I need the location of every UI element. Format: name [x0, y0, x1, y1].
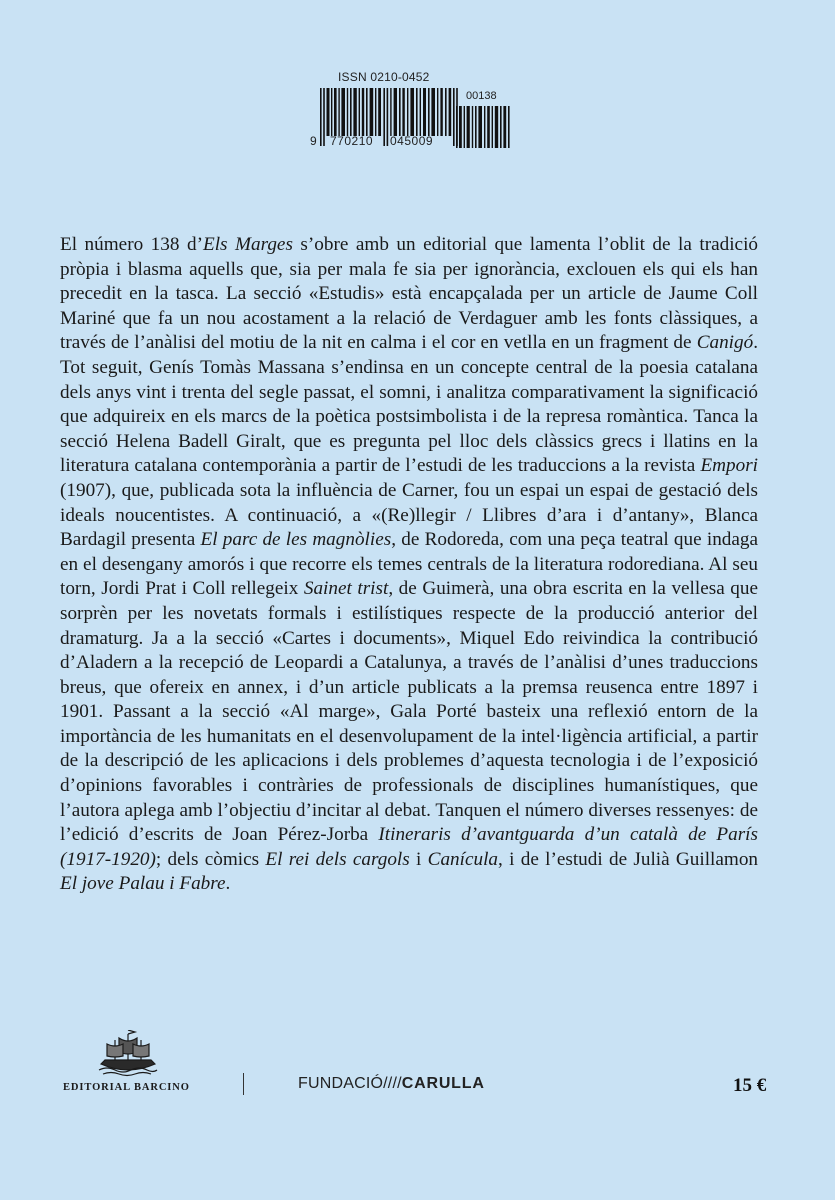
foundation-prefix: FUNDACIÓ//// [298, 1075, 402, 1092]
work-title: Sainet trist [303, 578, 389, 600]
foundation-name: CARULLA [401, 1075, 485, 1092]
barcode-block [308, 70, 528, 160]
addon-barcode [456, 106, 512, 148]
work-title: El parc de les magnòlies [200, 529, 392, 551]
description-text: . Tot seguit, Genís Tomàs Massana s’endinsa en un concepte central de la poesia catalana dels anys vint i trenta del segle passat, el somni, i analitza comparativament la significació que adquireix en els marcs de la poètica postsimbolista i de la represa romàntica. Tanca la secció Helena Badell Giralt, que es pregunta pel lloc dels clàssics grecs i llatins en la literatura catalana contemporània a partir de l’estudi de les traduccions a la revista [60, 332, 758, 477]
foundation-logo [298, 1075, 485, 1093]
journal-title: Els Marges [202, 234, 293, 255]
work-title: Canigó [696, 332, 754, 354]
work-title: Itineraris d’avantguarda d’un català de París (1917-1920) [60, 824, 758, 870]
barcode-digit-first: 9 [310, 134, 317, 148]
description-text: s’obre amb un editorial que lamenta l’oblit de la tradició pròpia i blasma aquells que, sia per mala fe sia per ignorància, exclouen els qui els han precedit en la tasca. La secció «Estudis» està encapçalada per un article de Jaume Coll Mariné que fa un nou acostament a la relació de Verdaguer amb les fonts clàssiques, a través de l’anàlisi del motiu de la nit en calma i el cor en vetlla en un fragment de [60, 234, 758, 354]
description-text: El número 138 d’ [60, 234, 203, 255]
description-text: ; dels còmics [155, 848, 266, 870]
issn-label: ISSN 0210-0452 [338, 70, 430, 84]
issue-addon-number: 00138 [466, 90, 497, 102]
work-title: Canícula [427, 848, 499, 870]
description-text: (1907), que, publicada sota la influència de Carner, fou un espai un espai de gestació dels ideals noucentistes. A continuació, a «(Re)llegir / Llibres d’ara i d’antany», Blanca Bardagil presenta [60, 479, 758, 551]
description-text: , i de l’estudi de Julià Guillamon [498, 848, 759, 870]
description-text: , de Rodoreda, com una peça teatral que indaga en el desengany amorós i que recorre els temes centrals de la literatura rodorediana. Al seu torn, Jordi Prat i Coll rellegeix [60, 529, 759, 600]
description-text: i [409, 848, 428, 870]
ship-logo-icon [95, 1030, 161, 1078]
publisher-name: EDITORIAL BARCINO [63, 1082, 190, 1093]
issue-description [60, 233, 758, 897]
work-title: El rei dels cargols [265, 848, 410, 870]
footer-divider [243, 1073, 244, 1095]
description-text: . [225, 873, 231, 895]
work-title: Empori [700, 455, 758, 477]
barcode-digits-left: 770210 [330, 134, 374, 148]
footer [0, 1030, 835, 1110]
price: 15 € [733, 1075, 767, 1096]
description-text: , de Guimerà, una obra escrita en la vellesa que sorprèn per les novetats formals i estilístiques respecte de la producció anterior del dramaturg. Ja a la secció «Cartes i documents», Miquel Edo reivindica la contribució d’Aladern a la recepció de Leopardi a Catalunya, a través de l’anàlisi d’unes traduccions breus, que ofereix en annex, i d’un article publicats a la premsa reusenca entre 1897 i 1901. Passant a la secció «Al marge», Gala Porté basteix una reflexió entorn de la importància de les humanitats en el desenvolupament de la intel·ligència artificial, a partir de la descripció de les aplicacions i dels problemes d’aquesta tecnologia i de l’exposició d’opinions favorables i contràries de professionals de disciplines humanístiques, que l’autora aplega amb l’objectiu d’incitar al debat. Tanquen el número diverses ressenyes: de l’edició d’escrits de Joan Pérez-Jorba [60, 578, 758, 846]
barcode-digits-right: 045009 [390, 134, 434, 148]
work-title: El jove Palau i Fabre [60, 873, 226, 895]
